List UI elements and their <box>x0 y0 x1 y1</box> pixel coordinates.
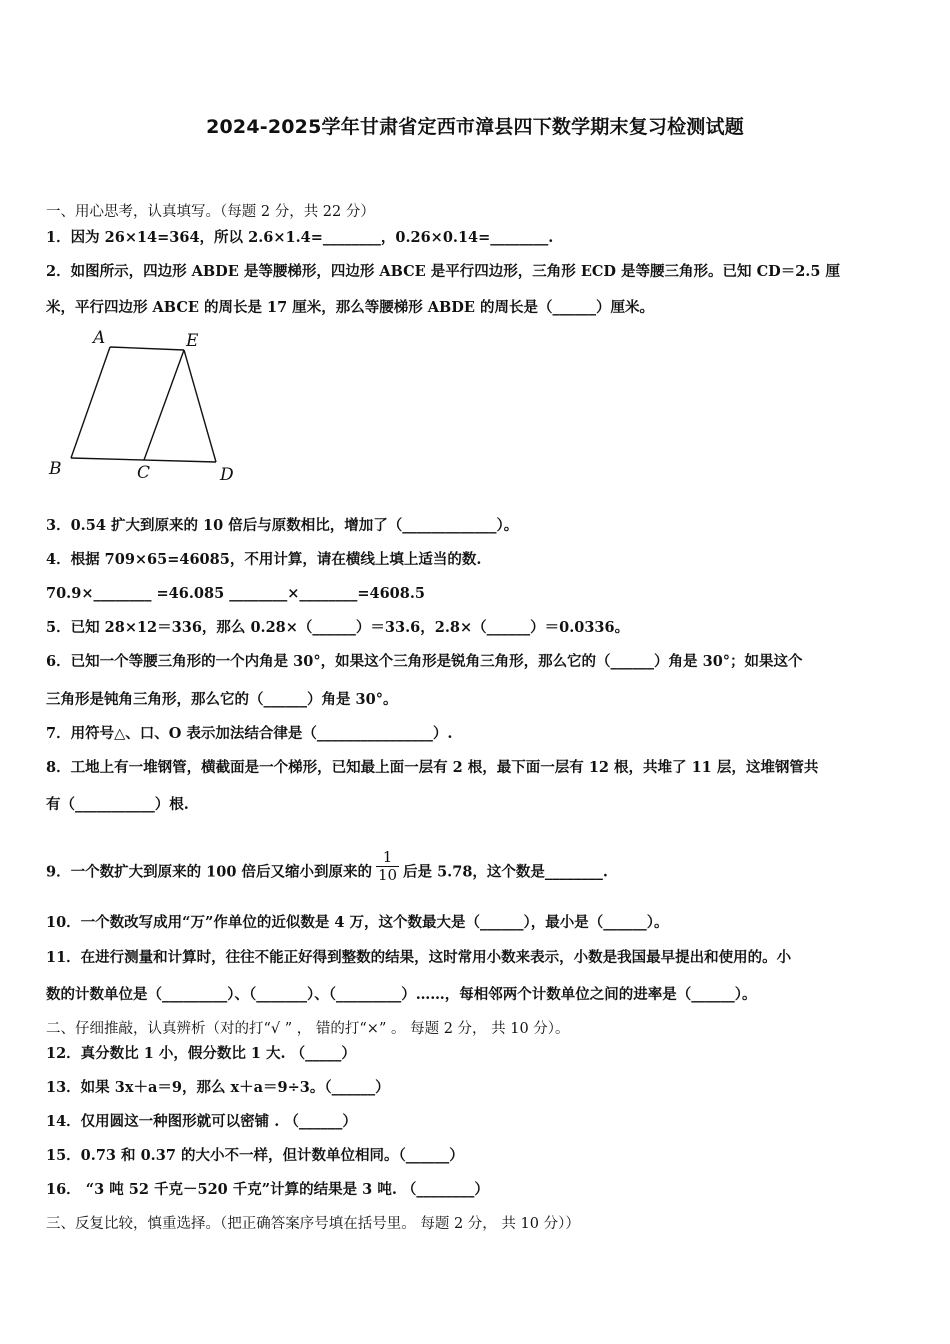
question-3: 3．0.54 扩大到原来的 10 倍后与原数相比，增加了（_____________）。 <box>46 517 519 534</box>
trapezoid-figure <box>40 324 250 488</box>
question-11-line-1: 11．在进行测量和计算时，往往不能正好得到整数的结果，这时常用小数来表示，小数是我国最早提出和使用的。小 <box>46 949 792 966</box>
label-c: C <box>137 463 151 483</box>
label-b: B <box>49 459 62 479</box>
edge-ab <box>71 347 110 458</box>
section-2-heading: 二、仔细推敲，认真辨析（对的打“√ ” ， 错的打“×” 。 每题 2 分， 共 10 分）。 <box>46 1021 570 1037</box>
question-8-line-1: 8．工地上有一堆钢管，横截面是一个梯形，已知最上面一层有 2 根，最下面一层有 12 根，共堆了 11 层，这堆钢管共 <box>46 759 819 776</box>
question-16: 16． “3 吨 52 千克－520 千克”计算的结果是 3 吨. （________） <box>46 1181 489 1198</box>
question-9 <box>46 848 908 890</box>
question-15: 15．0.73 和 0.37 的大小不一样，但计数单位相同。（______） <box>46 1147 464 1164</box>
question-9-text-a: 9．一个数扩大到原来的 100 倍后又缩小到原来的 <box>46 863 372 881</box>
question-11-line-2: 数的计数单位是（_________）、（_______）、（_________）……，每相邻两个计数单位之间的进率是（______）。 <box>46 986 757 1003</box>
question-1: 1．因为 26×14=364，所以 2.6×1.4=________，0.26×0.14=________. <box>46 229 554 246</box>
label-e: E <box>186 331 199 351</box>
question-12: 12．真分数比 1 小，假分数比 1 大. （_____） <box>46 1045 356 1062</box>
edge-bd <box>71 458 216 462</box>
question-9-text-b: 后是 5.78，这个数是________. <box>403 863 608 881</box>
question-5: 5．已知 28×12＝336，那么 0.28×（______）＝33.6，2.8×（______）＝0.0336。 <box>46 619 630 636</box>
fraction-numerator: 1 <box>376 849 399 867</box>
question-13: 13．如果 3x＋a＝9，那么 x＋a＝9÷3。（______） <box>46 1079 390 1096</box>
question-10: 10．一个数改写成用“万”作单位的近似数是 4 万，这个数最大是（______），最小是（______）。 <box>46 914 669 931</box>
section-3-heading: 三、反复比较，慎重选择。（把正确答案序号填在括号里。 每题 2 分， 共 10 分）） <box>46 1216 580 1232</box>
question-14: 14．仅用圆这一种图形就可以密铺 . （______） <box>46 1113 357 1130</box>
label-a: A <box>93 328 106 348</box>
question-4-blanks: 70.9×________ =46.085 ________×________=4608.5 <box>46 585 425 602</box>
label-d: D <box>220 465 234 485</box>
question-8-line-2: 有（___________）根. <box>46 796 189 813</box>
edge-ed <box>184 350 216 462</box>
question-2-line-2: 米，平行四边形 ABCE 的周长是 17 厘米，那么等腰梯形 ABDE 的周长是（______）厘米。 <box>46 299 654 316</box>
question-7: 7．用符号△、口、O 表示加法结合律是（________________）. <box>46 725 453 742</box>
page-title: 2024-2025学年甘肃省定西市漳县四下数学期末复习检测试题 <box>206 116 744 138</box>
edge-ae <box>110 347 184 350</box>
edge-ec <box>144 350 184 460</box>
question-4: 4．根据 709×65=46085，不用计算，请在横线上填上适当的数. <box>46 551 482 568</box>
question-6-line-2: 三角形是钝角三角形，那么它的（______）角是 30°。 <box>46 691 398 708</box>
section-1-heading: 一、用心思考，认真填写。（每题 2 分，共 22 分） <box>46 204 375 220</box>
question-2-line-1: 2．如图所示，四边形 ABDE 是等腰梯形，四边形 ABCE 是平行四边形，三角形 ECD 是等腰三角形。已知 CD＝2.5 厘 <box>46 263 840 280</box>
fraction-one-tenth <box>376 849 399 884</box>
fraction-denominator: 10 <box>377 866 398 884</box>
question-6-line-1: 6．已知一个等腰三角形的一个内角是 30°，如果这个三角形是锐角三角形，那么它的（______）角是 30°；如果这个 <box>46 653 803 670</box>
